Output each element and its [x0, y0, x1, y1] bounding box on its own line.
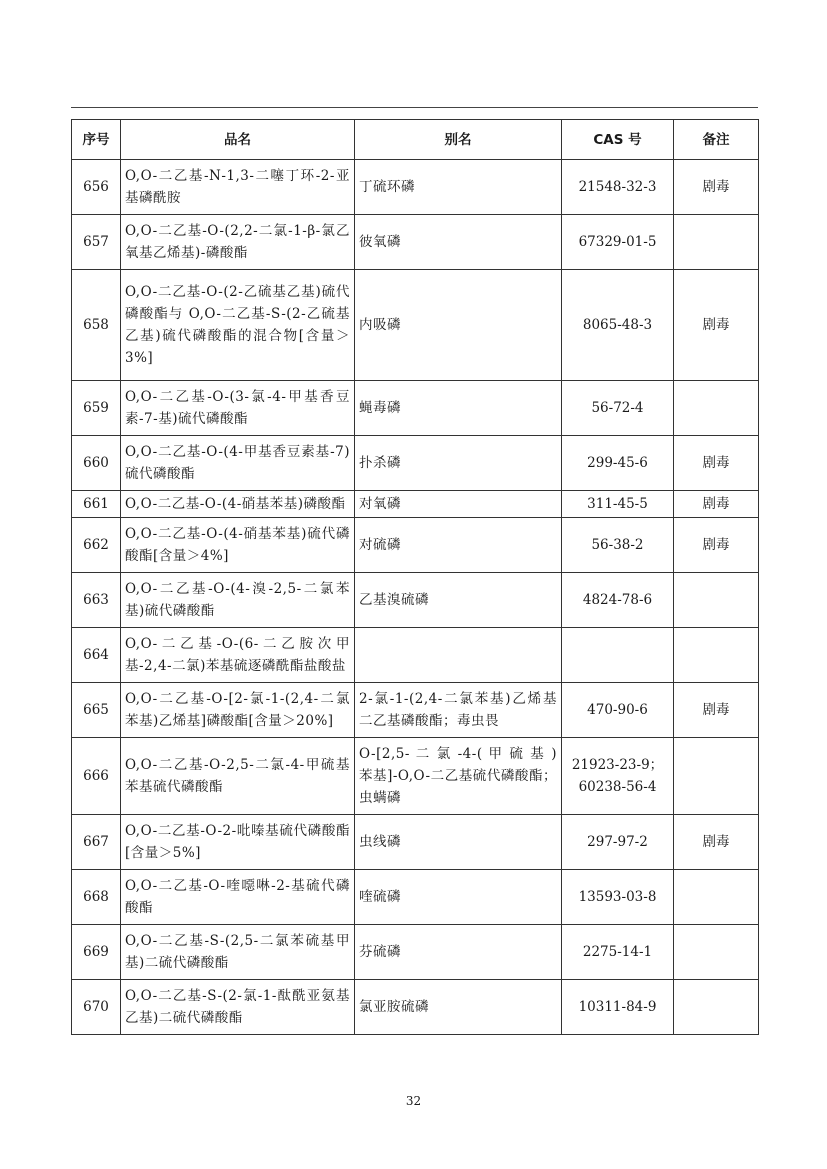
remarks-cell: 剧毒 [674, 683, 759, 738]
alias-cell: 虫线磷 [355, 815, 562, 870]
table-row [72, 573, 759, 628]
product-name-cell: O,O-二乙基-S-(2,5-二氯苯硫基甲基)二硫代磷酸酯 [121, 925, 355, 980]
alias-cell: 对硫磷 [355, 518, 562, 573]
remarks-cell: 剧毒 [674, 815, 759, 870]
serial-no-cell: 668 [72, 870, 121, 925]
table-row [72, 518, 759, 573]
chemical-table [71, 119, 759, 1035]
header-product-name: 品名 [121, 120, 355, 160]
alias-cell: 氯亚胺硫磷 [355, 980, 562, 1035]
cas-number-cell [562, 628, 674, 683]
alias-cell: 内吸磷 [355, 270, 562, 381]
serial-no-cell: 664 [72, 628, 121, 683]
table-row [72, 925, 759, 980]
cas-number-cell: 67329-01-5 [562, 215, 674, 270]
remarks-cell [674, 980, 759, 1035]
table-row [72, 270, 759, 381]
serial-no-cell: 665 [72, 683, 121, 738]
alias-cell [355, 628, 562, 683]
remarks-cell: 剧毒 [674, 436, 759, 491]
remarks-cell: 剧毒 [674, 491, 759, 518]
table-row [72, 738, 759, 815]
cas-number-cell: 299-45-6 [562, 436, 674, 491]
serial-no-cell: 656 [72, 160, 121, 215]
table-row [72, 628, 759, 683]
cas-number-cell: 56-72-4 [562, 381, 674, 436]
header-rule [71, 107, 758, 108]
alias-cell: 乙基溴硫磷 [355, 573, 562, 628]
header-alias: 别名 [355, 120, 562, 160]
remarks-cell: 剧毒 [674, 160, 759, 215]
product-name-cell: O,O-二乙基-O-(6-二乙胺次甲基-2,4-二氯)苯基硫逐磷酰酯盐酸盐 [121, 628, 355, 683]
cas-number-cell: 470-90-6 [562, 683, 674, 738]
table-row [72, 381, 759, 436]
cas-number-cell: 13593-03-8 [562, 870, 674, 925]
cas-number-cell: 2275-14-1 [562, 925, 674, 980]
remarks-cell [674, 573, 759, 628]
alias-cell: 对氧磷 [355, 491, 562, 518]
cas-number-cell: 8065-48-3 [562, 270, 674, 381]
table-row [72, 870, 759, 925]
alias-cell: 喹硫磷 [355, 870, 562, 925]
cas-number-cell: 21923-23-9； 60238-56-4 [562, 738, 674, 815]
remarks-cell [674, 381, 759, 436]
table-row [72, 215, 759, 270]
table-row [72, 436, 759, 491]
table-body [72, 160, 759, 1035]
serial-no-cell: 667 [72, 815, 121, 870]
remarks-cell: 剧毒 [674, 518, 759, 573]
header-serial-no: 序号 [72, 120, 121, 160]
table-row [72, 815, 759, 870]
alias-cell: 芬硫磷 [355, 925, 562, 980]
product-name-cell: O,O-二乙基-O-(4-甲基香豆素基-7)硫代磷酸酯 [121, 436, 355, 491]
remarks-cell [674, 925, 759, 980]
table-row [72, 160, 759, 215]
serial-no-cell: 657 [72, 215, 121, 270]
header-remarks: 备注 [674, 120, 759, 160]
product-name-cell: O,O-二乙基-O-喹噁啉-2-基硫代磷酸酯 [121, 870, 355, 925]
alias-cell: 扑杀磷 [355, 436, 562, 491]
serial-no-cell: 659 [72, 381, 121, 436]
alias-cell: 丁硫环磷 [355, 160, 562, 215]
serial-no-cell: 658 [72, 270, 121, 381]
product-name-cell: O,O-二乙基-O-2,5-二氯-4-甲硫基苯基硫代磷酸酯 [121, 738, 355, 815]
cas-number-cell: 4824-78-6 [562, 573, 674, 628]
serial-no-cell: 670 [72, 980, 121, 1035]
serial-no-cell: 662 [72, 518, 121, 573]
table-header-row [72, 120, 759, 160]
table-row [72, 980, 759, 1035]
remarks-cell [674, 215, 759, 270]
serial-no-cell: 669 [72, 925, 121, 980]
serial-no-cell: 663 [72, 573, 121, 628]
remarks-cell [674, 870, 759, 925]
alias-cell: 2-氯-1-(2,4-二氯苯基)乙烯基二乙基磷酸酯；毒虫畏 [355, 683, 562, 738]
page-number: 32 [405, 1094, 422, 1108]
remarks-cell: 剧毒 [674, 270, 759, 381]
alias-cell: 彼氧磷 [355, 215, 562, 270]
cas-number-cell: 56-38-2 [562, 518, 674, 573]
alias-cell: 蝇毒磷 [355, 381, 562, 436]
product-name-cell: O,O-二乙基-N-1,3-二噻丁环-2-亚基磷酰胺 [121, 160, 355, 215]
product-name-cell: O,O-二乙基-O-(2-乙硫基乙基)硫代磷酸酯与 O,O-二乙基-S-(2-乙硫基乙基)硫代磷酸酯的混合物[含量＞3%] [121, 270, 355, 381]
alias-cell: O-[2,5- 二 氯 -4-( 甲 硫 基 ) 苯基]-O,O-二乙基硫代磷酸酯；虫螨磷 [355, 738, 562, 815]
product-name-cell: O,O-二乙基-O-2-吡嗪基硫代磷酸酯[含量＞5%] [121, 815, 355, 870]
cas-number-cell: 311-45-5 [562, 491, 674, 518]
remarks-cell [674, 628, 759, 683]
cas-number-cell: 297-97-2 [562, 815, 674, 870]
product-name-cell: O,O-二乙基-S-(2-氯-1-酞酰亚氨基乙基)二硫代磷酸酯 [121, 980, 355, 1035]
product-name-cell: O,O-二乙基-O-(3-氯-4-甲基香豆素-7-基)硫代磷酸酯 [121, 381, 355, 436]
remarks-cell [674, 738, 759, 815]
header-cas-no: CAS 号 [562, 120, 674, 160]
product-name-cell: O,O-二乙基-O-(4-硝基苯基)硫代磷酸酯[含量＞4%] [121, 518, 355, 573]
serial-no-cell: 660 [72, 436, 121, 491]
cas-number-cell: 21548-32-3 [562, 160, 674, 215]
serial-no-cell: 661 [72, 491, 121, 518]
product-name-cell: O,O-二乙基-O-(2,2-二氯-1-β-氯乙氧基乙烯基)-磷酸酯 [121, 215, 355, 270]
product-name-cell: O,O-二乙基-O-[2-氯-1-(2,4-二氯苯基)乙烯基]磷酸酯[含量＞20%] [121, 683, 355, 738]
cas-number-cell: 10311-84-9 [562, 980, 674, 1035]
product-name-cell: O,O-二乙基-O-(4-硝基苯基)磷酸酯 [121, 491, 355, 518]
product-name-cell: O,O-二乙基-O-(4-溴-2,5-二氯苯基)硫代磷酸酯 [121, 573, 355, 628]
serial-no-cell: 666 [72, 738, 121, 815]
table-row [72, 491, 759, 518]
table-row [72, 683, 759, 738]
